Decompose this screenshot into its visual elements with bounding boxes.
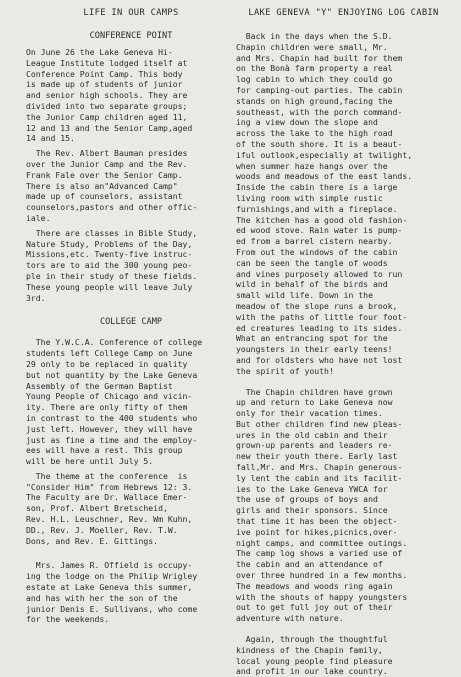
paragraph-line: Missions,etc. Twenty-five instruc- [26, 249, 193, 260]
paragraph-line: These young people will leave July [26, 281, 193, 292]
right-column [236, 8, 451, 677]
paragraph-line: girls and their sponsors. Since [236, 505, 388, 516]
paragraph-line: out to get full joy out of their [236, 602, 393, 613]
paragraph-line: Young People of Chicago and vicin- [26, 391, 193, 402]
right-column-header: LAKE GENEVA "Y" ENJOYING LOG CABIN [248, 8, 439, 18]
paragraph [236, 387, 451, 625]
paragraph-line: the spirit of youth! [236, 365, 334, 376]
paragraph-spacer [26, 303, 236, 317]
paragraph-line: The Faculty are Dr. Wallace Emer- [26, 492, 188, 503]
paragraph-line: The Rev. Albert Bauman presides [26, 148, 188, 159]
paragraph-line: From out the windows of the cabin [236, 246, 398, 257]
paragraph-line: when summer haze hangs over the [236, 160, 388, 171]
paragraph-line: The meadows and woods ring again [236, 580, 393, 591]
paragraph-line: but not quantity by the Lake Geneva [26, 369, 198, 380]
paragraph-line: ees will have a rest. This group [26, 445, 183, 456]
paragraph-line: up and return to Lake Geneva now [236, 397, 393, 408]
paragraph-line: League Institute lodged itself at [26, 57, 188, 68]
paragraph-line: "Consider Him" from Hebrews 12: 3. [26, 481, 193, 492]
paragraph-line: ed creatures leading to its sides. [236, 322, 403, 333]
paragraph-line: and senior high schools. They are [26, 90, 188, 101]
paragraph-line: just left. However, they will have [26, 423, 193, 434]
paragraph [26, 337, 236, 467]
paragraph-line: for camping-out parties. The cabin [236, 84, 403, 95]
paragraph-line: night camps, and committee outings. [236, 537, 408, 548]
paragraph-line: of the south shore. It is a beaut- [236, 138, 403, 149]
paragraph-line: youngsters in their early teens! [236, 344, 393, 355]
paragraph-line: and has with her the son of the [26, 592, 178, 603]
paragraph-line: ity. There are only fifty of them [26, 402, 188, 413]
paragraph-line: the cabin and an attendance of [236, 559, 383, 570]
paragraph-line: and profit in our lake country. [236, 666, 388, 677]
paragraph [26, 560, 236, 625]
paragraph-line: 3rd. [26, 292, 46, 303]
paragraph-line: Rev. H.L. Leuschner, Rev. Wm Kuhn, [26, 514, 193, 525]
paragraph-line: meadow of the slope runs a brook, [236, 300, 398, 311]
paragraph-line: Nature Study, Problems of the Day, [26, 238, 193, 249]
paragraph-line: On June 26 the Lake Geneva Hi- [26, 47, 173, 57]
paragraph [26, 471, 236, 547]
paragraph-line: on the Bonà farm property a real [236, 63, 393, 74]
paragraph-line: The theme at the conference is [26, 470, 188, 481]
paragraph-line: estate at Lake Geneva this summer, [26, 582, 193, 593]
paragraph-line: that time it has been the object- [236, 516, 398, 527]
paragraph-line: kindness of the Chapin family, [236, 644, 383, 655]
right-article-body [236, 31, 451, 677]
paragraph-line: with the paths of little four foot- [236, 311, 408, 322]
paragraph-line: furnishings,and with a fireplace. [236, 203, 398, 214]
paragraph-line: for the weekends. [26, 614, 110, 625]
paragraph-line: 12 and 13 and the Senior Camp,aged [26, 122, 193, 133]
paragraph-line: Assembly of the German Baptist [26, 380, 173, 391]
paragraph-line: ive point for hikes,picnics,over- [236, 526, 398, 537]
paragraph-line: and vines purposely allowed to run [236, 268, 403, 279]
paragraph-spacer [236, 624, 451, 634]
paragraph-line: The Y.W.C.A. Conference of college [26, 337, 203, 348]
paragraph-line: Conference Point Camp. This body [26, 68, 183, 79]
paragraph-line: Chapin children were small, Mr. [236, 41, 388, 52]
left-column [26, 8, 236, 625]
paragraph-line: only for their vacation times. [236, 408, 383, 419]
paragraph-line: can be seen the tangle of woods [236, 257, 388, 268]
paragraph-line: There are classes in Bible Study, [26, 227, 198, 238]
paragraph-line: The Chapin children have grown [236, 386, 393, 397]
paragraph-line: adventure with nature. [236, 613, 344, 624]
paragraph-line: What an entrancing spot for the [236, 333, 388, 344]
paragraph-line: son, Prof. Albert Bretscheid, [26, 503, 168, 514]
paragraph-line: and Mrs. Chapin had built for them [236, 52, 403, 63]
paragraph-line: and for oldsters who have not lost [236, 354, 403, 365]
paragraph-line: the use of groups of boys and [236, 494, 378, 505]
paragraph-spacer [236, 377, 451, 387]
paragraph-spacer [26, 546, 236, 560]
paragraph-line: iful outlook,especially at twilight, [236, 149, 413, 160]
left-column-header: LIFE IN OUR CAMPS [83, 8, 179, 18]
paragraph-line: Inside the cabin there is a large [236, 182, 398, 193]
paragraph-line: living room with simple rustic [236, 192, 383, 203]
paragraph-line: with the shouts of happy youngsters [236, 591, 408, 602]
paragraph-line: over three hundred in a few months. [236, 570, 408, 581]
paragraph-line: ple in their study of these fields. [26, 270, 198, 281]
section-title: CONFERENCE POINT [89, 31, 173, 41]
paragraph-line: in contrast to the 400 students who [26, 412, 198, 423]
paragraph-line: ly lent the cabin and its facilit- [236, 472, 403, 483]
paragraph [236, 31, 451, 377]
paragraph-line: Back in the days when the S.D. [236, 31, 393, 41]
left-sections [26, 31, 236, 625]
paragraph-line: counselors,pastors and other offic- [26, 202, 198, 213]
paragraph-line: just as fine a time and the employ- [26, 434, 198, 445]
paragraph-line: fall,Mr. and Mrs. Chapin generous- [236, 462, 403, 473]
paragraph-line: will be here until July 5. [26, 456, 154, 467]
paragraph-line: The camp log shows a varied use of [236, 548, 403, 559]
paragraph-line: woods and meadows of the east lands. [236, 171, 413, 182]
paragraph-line: the Junior Camp children aged 11, [26, 111, 188, 122]
paragraph-line: Frank Fale over the Senior Camp. [26, 169, 183, 180]
paragraph-line: ies to the Lake Geneva YWCA for [236, 483, 388, 494]
paragraph-line: ed from a barrel cistern nearby. [236, 236, 393, 247]
paragraph-line: 29 only to be replaced in quality [26, 358, 188, 369]
paragraph-line: made up of counselors, assistant [26, 191, 183, 202]
paragraph-line: DD., Rev. J. Moeller, Rev. T.W. [26, 524, 178, 535]
paragraph-line: across the lake to the high road [236, 128, 393, 139]
paragraph-line: ing the lodge on the Philip Wrigley [26, 571, 198, 582]
paragraph [26, 47, 236, 144]
paragraph-line: is made up of students of junior [26, 79, 183, 90]
paragraph-line: divided into two separate groups; [26, 100, 188, 111]
paragraph-line: new their youth there. Early last [236, 451, 398, 462]
paragraph-line: Mrs. James R. Offield is occupy- [26, 560, 193, 571]
paragraph-line: ing a view down the slope and [236, 117, 378, 128]
paragraph-line: Dons, and Rev. E. Gittings. [26, 535, 159, 546]
section-title: COLLEGE CAMP [99, 317, 163, 328]
paragraph-line: The kitchen has a good old fashion- [236, 214, 408, 225]
paragraph-line: over the Junior Camp and the Rev. [26, 158, 188, 169]
paragraph-line: tors are to aid the 300 young peo- [26, 260, 193, 271]
paragraph-line: ures in the old cabin and their [236, 429, 388, 440]
paragraph [26, 228, 236, 304]
paragraph-line: ed wood stove. Rain water is pump- [236, 225, 403, 236]
paragraph-line: students left College Camp on June [26, 348, 193, 359]
paragraph-line: local young people find pleasure [236, 655, 393, 666]
paragraph-line: small wild life. Down in the [236, 290, 373, 301]
paragraph-line: log cabin to which they could go [236, 74, 393, 85]
paragraph-line: grown-up parents and leaders re- [236, 440, 393, 451]
paragraph-line: stands on high ground,facing the [236, 95, 393, 106]
paragraph-line: iale. [26, 212, 51, 223]
paragraph-line: southeast, with the porch command- [236, 106, 403, 117]
paragraph-line: There is also an"Advanced Camp" [26, 180, 178, 191]
paragraph [26, 148, 236, 224]
paragraph [236, 634, 451, 677]
paragraph-line: 14 and 15. [26, 133, 75, 144]
paragraph-line: wild in behalf of the birds and [236, 279, 388, 290]
paragraph-line: junior Denis E. Sullivans, who come [26, 603, 198, 614]
paragraph-line: Again, through the thoughtful [236, 634, 388, 645]
paragraph-line: But other children find new pleas- [236, 418, 403, 429]
